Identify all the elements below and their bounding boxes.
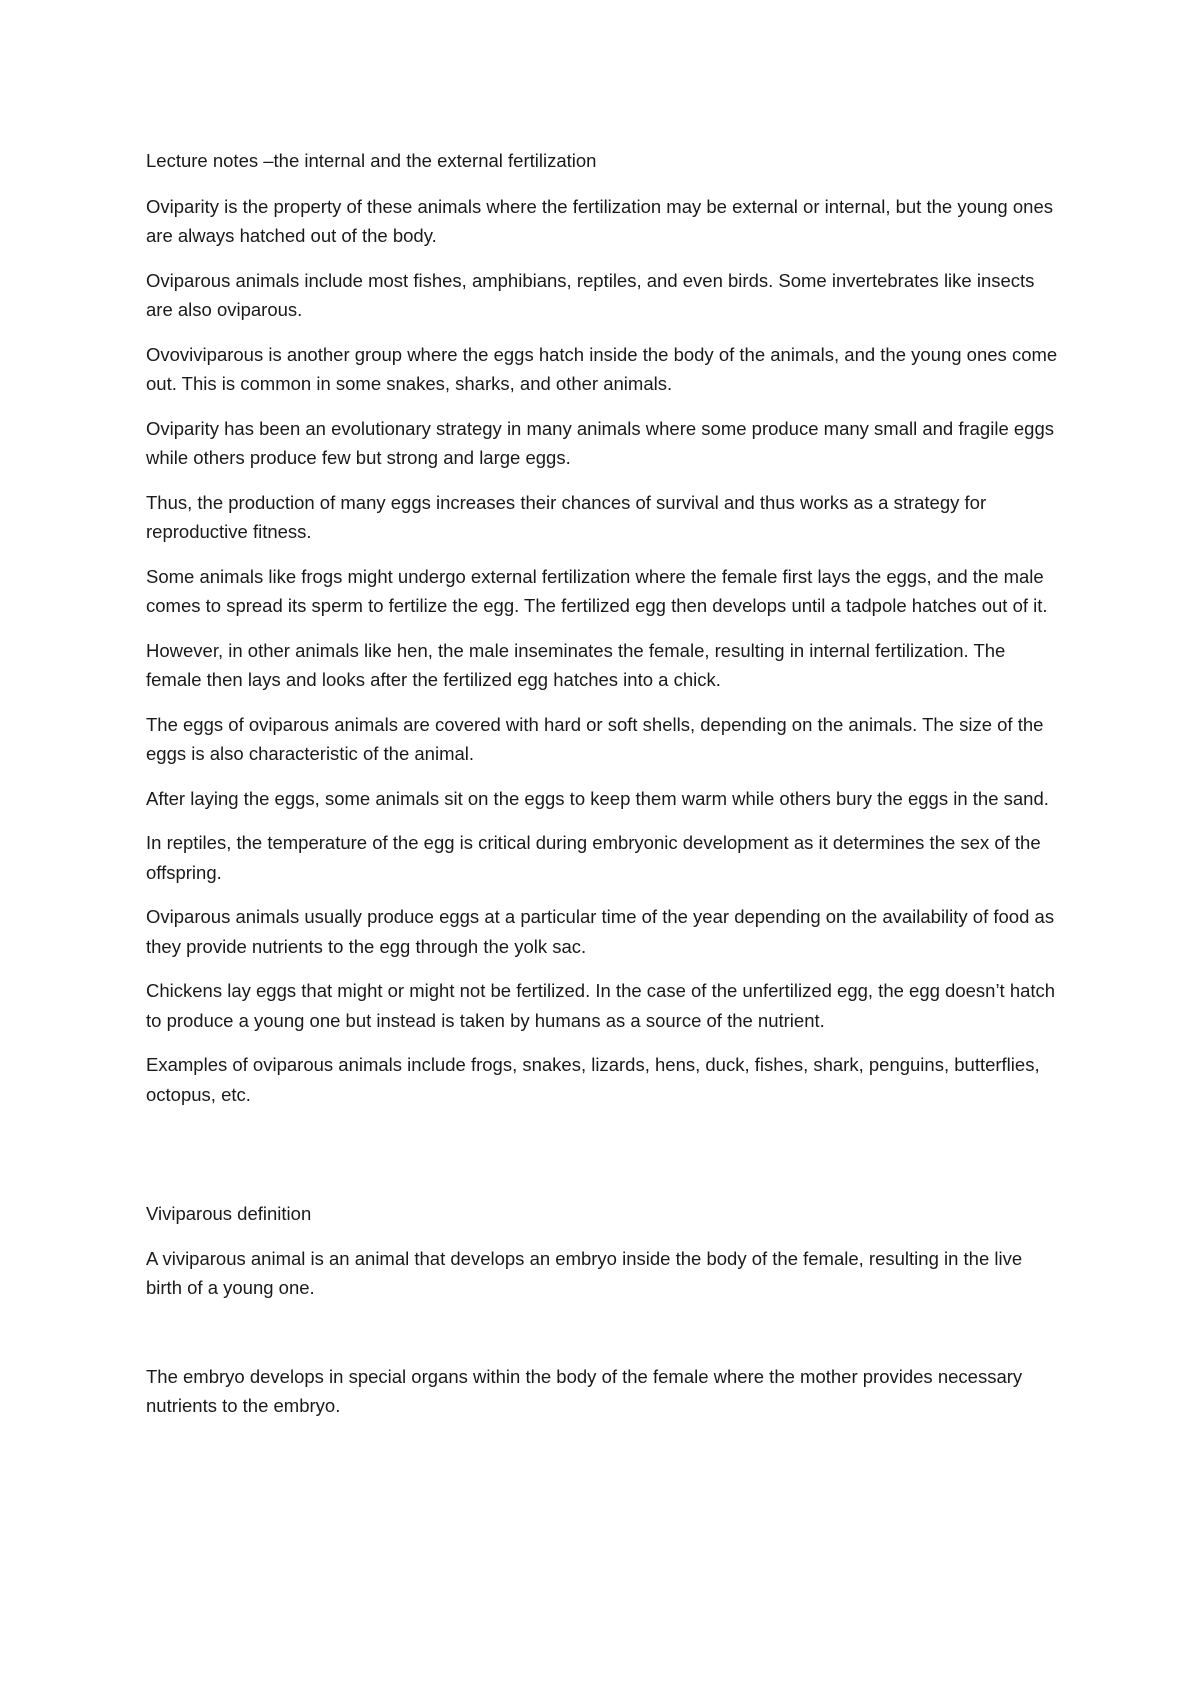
- section-heading: Viviparous definition: [146, 1203, 312, 1224]
- paragraph: The embryo develops in special organs within the body of the female where the mother provides necessary nutrients to the embryo.: [146, 1365, 1023, 1416]
- paragraph: The eggs of oviparous animals are covered with hard or soft shells, depending on the animals. The size of the eggs is also characteristic of the animal.: [146, 713, 1044, 764]
- paragraph: Some animals like frogs might undergo external fertilization where the female first lays the eggs, and the male comes to spread its sperm to fertilize the egg. The fertilized egg then develops until a tadpole hatches out of it.: [146, 565, 1048, 616]
- document-body: [146, 146, 1058, 1436]
- paragraph: Oviparity has been an evolutionary strategy in many animals where some produce many small and fragile eggs while others produce few but strong and large eggs.: [146, 417, 1054, 468]
- paragraph: Thus, the production of many eggs increases their chances of survival and thus works as a strategy for reproductive fitness.: [146, 491, 987, 542]
- paragraph-spacer: [146, 1318, 1058, 1362]
- paragraph: Chickens lay eggs that might or might not be fertilized. In the case of the unfertilized egg, the egg doesn’t hatch to produce a young one but instead is taken by humans as a source of the nutrient.: [146, 980, 1056, 1031]
- paragraph: Examples of oviparous animals include frogs, snakes, lizards, hens, duck, fishes, shark, penguins, butterflies, octopus, etc.: [146, 1054, 1040, 1105]
- paragraph: Ovoviviparous is another group where the eggs hatch inside the body of the animals, and the young ones come out. This is common in some snakes, sharks, and other animals.: [146, 343, 1058, 394]
- paragraph: In reptiles, the temperature of the egg is critical during embryonic development as it determines the sex of the offspring.: [146, 832, 1041, 883]
- paragraph: However, in other animals like hen, the male inseminates the female, resulting in internal fertilization. The female then lays and looks after the fertilized egg hatches into a chick.: [146, 639, 1006, 690]
- paragraph: After laying the eggs, some animals sit on the eggs to keep them warm while others bury the eggs in the sand.: [146, 787, 1049, 809]
- document-title: Lecture notes –the internal and the external fertilization: [146, 150, 597, 171]
- paragraph: Oviparous animals usually produce eggs at a particular time of the year depending on the availability of food as they provide nutrients to the egg through the yolk sac.: [146, 906, 1055, 957]
- section-spacer: [146, 1124, 1058, 1199]
- paragraph: Oviparity is the property of these animals where the fertilization may be external or internal, but the young ones are always hatched out of the body.: [146, 195, 1053, 246]
- paragraph: A viviparous animal is an animal that develops an embryo inside the body of the female, resulting in the live birth of a young one.: [146, 1247, 1023, 1298]
- paragraph: Oviparous animals include most fishes, amphibians, reptiles, and even birds. Some invertebrates like insects are also oviparous.: [146, 269, 1035, 320]
